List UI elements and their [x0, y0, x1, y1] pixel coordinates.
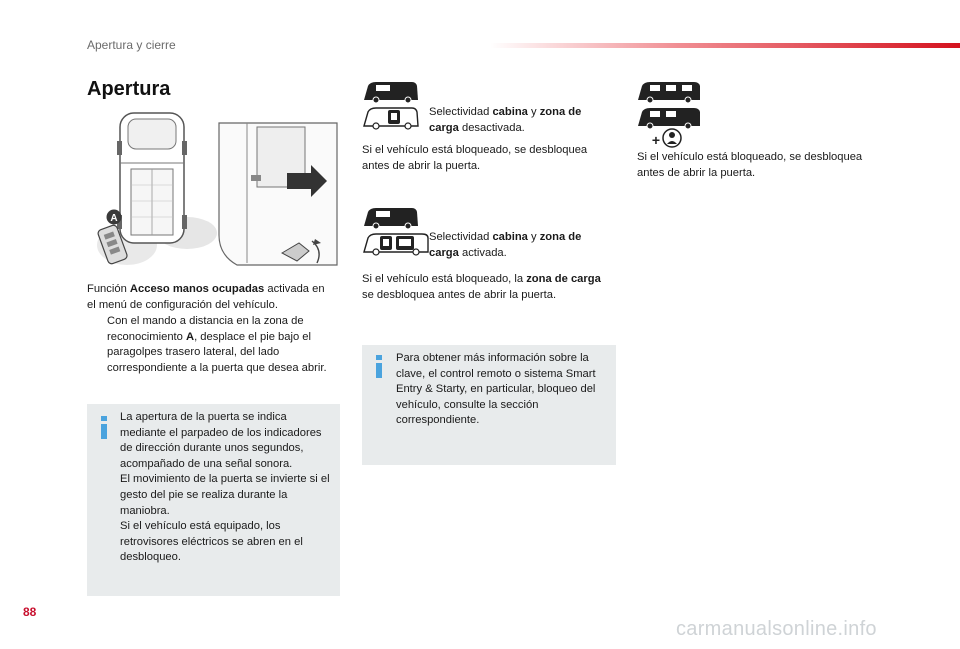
marker-a-label: A	[110, 213, 118, 224]
mid-note-2: Si el vehículo está bloqueado, la zona de carga se desbloquea antes de abrir la puerta.	[362, 273, 601, 301]
right-note: Si el vehículo está bloqueado, se desbloquea antes de abrir la puerta.	[637, 151, 863, 179]
van-icon-cab-cargo-unlock	[362, 204, 430, 260]
info-box-left-text: La apertura de la puerta se indica mediante el parpadeo de los indicadores de dirección durante unos segundos, acompañado de una señal sonora. El movimiento de la puerta se invierte si el gesto del pie se realiza durante la maniobra. Si el vehículo está equipado, los retrovisores eléctricos se abren en el desbloqueo.	[120, 411, 330, 564]
selectivity-label-1: Selectividad cabina y zona de carga desactivada.	[429, 106, 582, 134]
plus-symbol: +	[651, 132, 661, 148]
instruction-bullet: Con el mando a distancia en la zona de reconocimiento A, desplace el pie bajo el paragolpes trasero lateral, del lado correspondiente a la puerta que desea abrir.	[107, 315, 327, 374]
section-title: Apertura	[87, 78, 171, 100]
van-icon-cab-unlock	[362, 78, 420, 134]
header-accent-bar	[490, 43, 960, 48]
chapter-title: Apertura y cierre	[87, 38, 176, 52]
function-description: Función Acceso manos ocupadas activada en el menú de configuración del vehículo.	[87, 283, 325, 311]
info-box-mid	[362, 345, 616, 465]
watermark: carmanualsonline.info	[676, 618, 877, 640]
info-box-left	[87, 404, 340, 596]
mid-note-1: Si el vehículo está bloqueado, se desbloquea antes de abrir la puerta.	[362, 144, 588, 172]
van-icon-smart-entry	[636, 78, 702, 150]
info-box-mid-text: Para obtener más información sobre la clave, el control remoto o sistema Smart Entry & Starty, en particular, bloqueo del vehículo, consulte la sección correspondiente.	[396, 352, 596, 427]
van-foot-gesture-illustration	[87, 105, 342, 275]
page-number: 88	[23, 605, 37, 619]
feature-name: Acceso manos ocupadas	[129, 283, 265, 295]
selectivity-label-2: Selectividad cabina y zona de carga activada.	[429, 231, 582, 259]
